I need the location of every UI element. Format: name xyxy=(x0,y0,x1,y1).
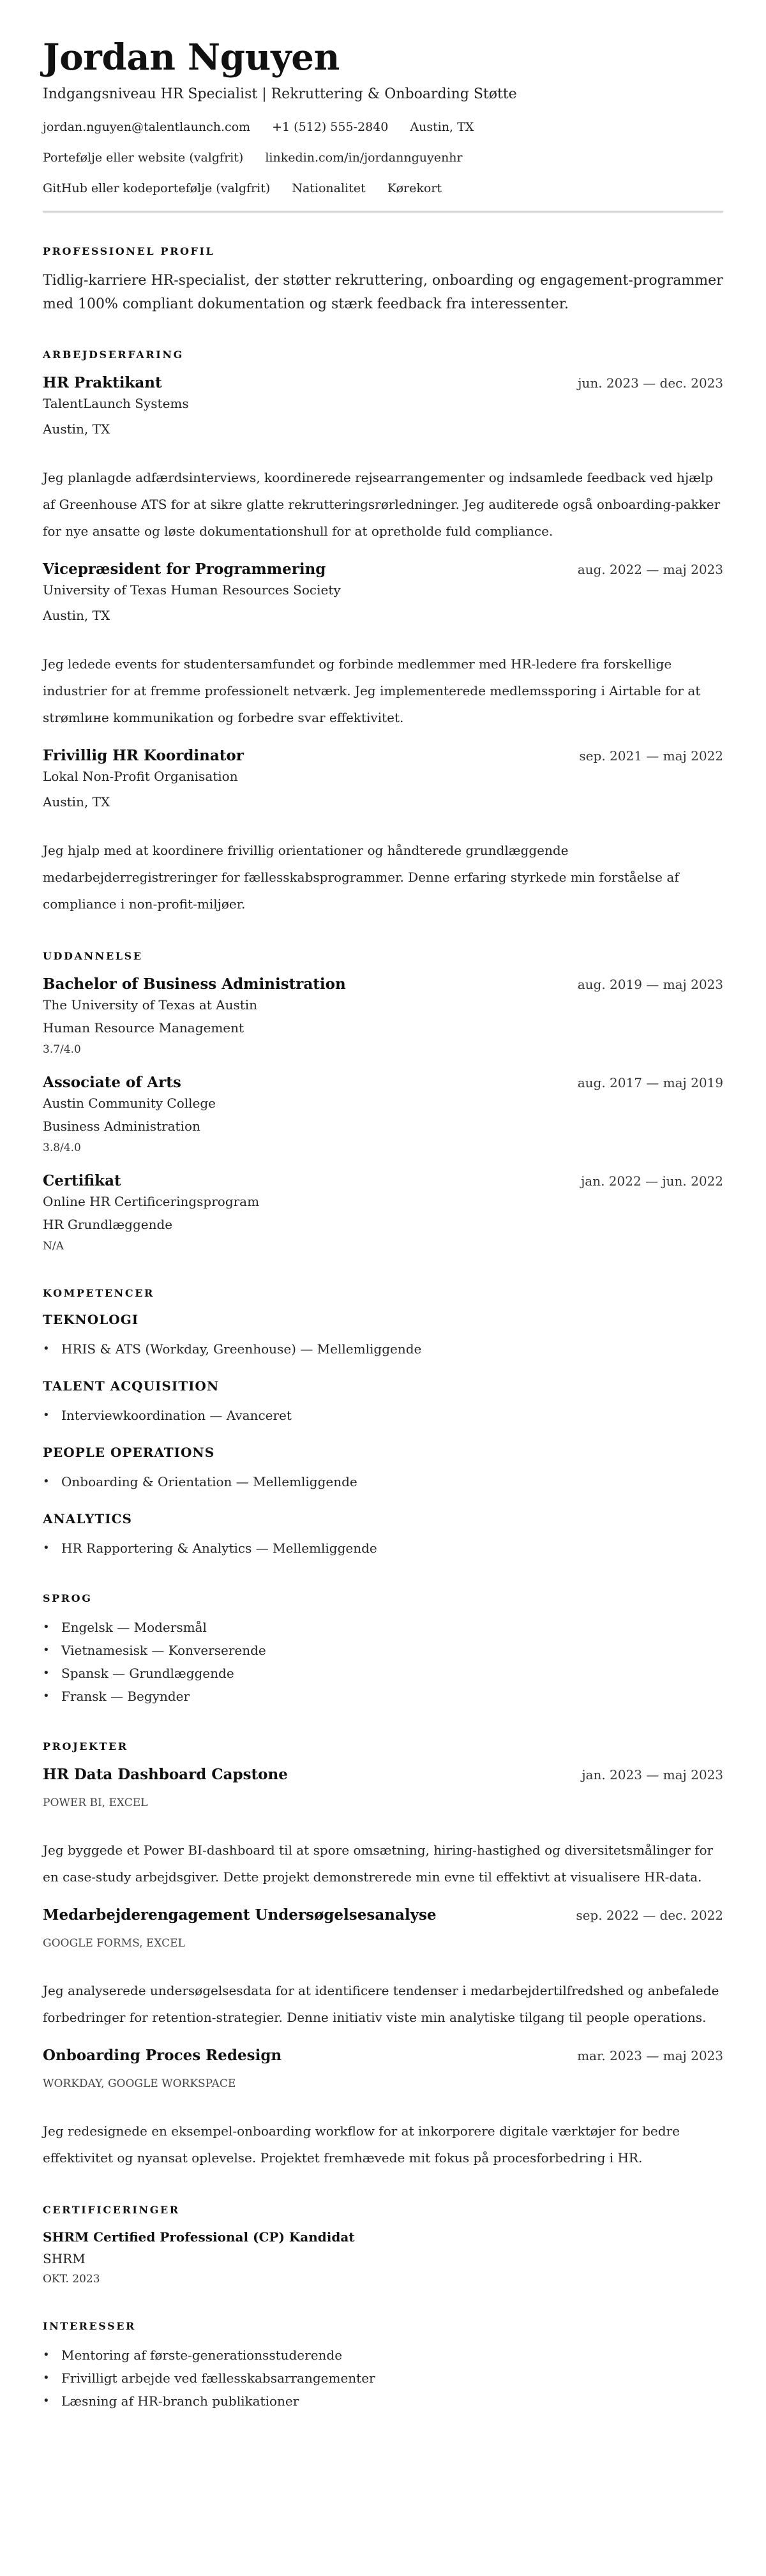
education-dates: jan. 2022 — jun. 2022 xyxy=(581,1173,723,1189)
contact-row xyxy=(43,119,723,135)
language-item: • Engelsk — Modersmål xyxy=(43,1616,723,1639)
contact-portfolio[interactable]: Portefølje eller website (valgfrit) xyxy=(43,151,244,165)
job-dates: aug. 2022 — maj 2023 xyxy=(577,562,723,577)
interest-item: • Frivilligt arbejde ved fællesskabsarrangementer xyxy=(43,2367,723,2390)
gpa: 3.7/4.0 xyxy=(43,1043,81,1056)
section-heading: SPROG xyxy=(43,1592,93,1604)
resume-header xyxy=(43,33,723,213)
project-description: Jeg redesignede en eksempel-onboarding workflow for at inkorporere digitale værktøjer for bedre effektivitet og nyansat oplevelse. Projektet fremhævede mit fokus på procesforbedring i HR. xyxy=(43,2123,680,2165)
degree-title: Certifikat xyxy=(43,1172,121,1189)
skill-list xyxy=(43,1537,723,1560)
job-location: Austin, TX xyxy=(43,421,110,437)
experience-entry xyxy=(43,559,723,731)
interest-list xyxy=(43,2344,723,2413)
section-skills xyxy=(43,1286,723,1560)
language-item: • Fransk — Begynder xyxy=(43,1685,723,1708)
project-description: Jeg byggede et Power BI-dashboard til at spore omsætning, hiring-hastighed og diversitetsmålinger for en case-study arbejdsgiver. Dette projekt demonstrerede min evne til effektivt at visualisere HR-data. xyxy=(43,1842,714,1885)
job-title: Frivillig HR Koordinator xyxy=(43,747,244,764)
project-dates: jan. 2023 — maj 2023 xyxy=(582,1767,723,1782)
job-dates: sep. 2021 — maj 2022 xyxy=(579,748,723,764)
header-divider xyxy=(43,211,723,213)
language-item: • Vietnamesisk — Konverserende xyxy=(43,1639,723,1662)
project-entry xyxy=(43,1764,723,1890)
contact-email[interactable]: jordan.nguyen@talentlaunch.com xyxy=(43,120,251,134)
section-heading: UDDANNELSE xyxy=(43,950,143,962)
field-of-study: HR Grundlæggende xyxy=(43,1217,173,1232)
project-title: HR Data Dashboard Capstone xyxy=(43,1766,288,1783)
project-entry xyxy=(43,2045,723,2171)
experience-entry xyxy=(43,745,723,917)
project-description: Jeg analyserede undersøgelsesdata for at identificere tendenser i medarbejdertilfredshed og anbefalede forbedringer for retention-strategier. Denne initiativ viste min analytiske tilgang til people operations. xyxy=(43,1983,719,2025)
project-tech: GOOGLE FORMS, EXCEL xyxy=(43,1937,185,1950)
contact-linkedin[interactable]: linkedin.com/in/jordannguyenhr xyxy=(265,151,463,165)
job-location: Austin, TX xyxy=(43,794,110,810)
job-title: Vicepræsident for Programmering xyxy=(43,561,326,578)
skill-group-name: TALENT ACQUISITION xyxy=(43,1378,220,1394)
school-name: Online HR Certificeringsprogram xyxy=(43,1194,260,1209)
skill-item: • HRIS & ATS (Workday, Greenhouse) — Mellemliggende xyxy=(43,1337,723,1360)
job-company: University of Texas Human Resources Society xyxy=(43,582,341,598)
skill-list xyxy=(43,1470,723,1493)
degree-title: Associate of Arts xyxy=(43,1074,181,1091)
section-certifications xyxy=(43,2203,723,2287)
job-dates: jun. 2023 — dec. 2023 xyxy=(578,375,723,391)
certification-issuer: SHRM xyxy=(43,2251,86,2266)
section-languages xyxy=(43,1592,723,1708)
education-entry xyxy=(43,974,723,1058)
section-heading: ARBEJDSERFARING xyxy=(43,349,184,361)
experience-entry xyxy=(43,372,723,545)
skill-item: • Onboarding & Orientation — Mellemliggende xyxy=(43,1470,723,1493)
job-description: Jeg ledede events for studentersamfundet og forbinde medlemmer med HR-ledere fra forskellige industrier for at fremme professionelt netværk. Jeg implementerede medlemssporing i Airtable for at strømlине kommunikation og forbedre svar effektivitet. xyxy=(43,656,701,725)
job-company: TalentLaunch Systems xyxy=(43,396,189,411)
job-title: HR Praktikant xyxy=(43,374,162,391)
certification-title: SHRM Certified Professional (CP) Kandidat xyxy=(43,2229,355,2245)
skill-group-name: TEKNOLOGI xyxy=(43,1312,139,1327)
job-description: Jeg planlagde adfærdsinterviews, koordinerede rejsearrangementer og indsamlede feedback ved hjælp af Greenhouse ATS for at sikre glatte rekrutteringsrørledninger. Jeg auditerede også onboarding-pakker for nye ansatte og løste dokumentationshull for at opretholde fuld compliance. xyxy=(43,470,721,539)
education-dates: aug. 2019 — maj 2023 xyxy=(577,977,723,992)
certification-date: OKT. 2023 xyxy=(43,2273,100,2286)
school-name: Austin Community College xyxy=(43,1096,216,1111)
project-title: Onboarding Proces Redesign xyxy=(43,2047,282,2064)
interest-item: • Læsning af HR-branch publikationer xyxy=(43,2390,723,2413)
skill-list xyxy=(43,1337,723,1360)
contact-nationality: Nationalitet xyxy=(292,181,366,195)
job-description: Jeg hjalp med at koordinere frivillig orientationer og håndterede grundlæggende medarbejderregistreringer for fællesskabsprogrammer. Denne erfaring styrkede min forståelse af compliance i non-profit-miljøer. xyxy=(43,843,679,912)
gpa: N/A xyxy=(43,1240,64,1253)
section-heading: KOMPETENCER xyxy=(43,1287,154,1299)
section-interests xyxy=(43,2319,723,2413)
skill-item: • HR Rapportering & Analytics — Mellemliggende xyxy=(43,1537,723,1560)
profile-summary: Tidlig-karriere HR-specialist, der støtter rekruttering, onboarding og engagement-programmer med 100% compliant dokumentation og stærk feedback fra interessenter. xyxy=(43,273,723,312)
job-company: Lokal Non-Profit Organisation xyxy=(43,769,238,784)
contact-row xyxy=(43,149,723,166)
interest-item: • Mentoring af første-generationsstuderende xyxy=(43,2344,723,2367)
education-dates: aug. 2017 — maj 2019 xyxy=(577,1075,723,1090)
contact-phone[interactable]: +1 (512) 555-2840 xyxy=(272,120,389,134)
contact-location: Austin, TX xyxy=(410,120,474,134)
degree-title: Bachelor of Business Administration xyxy=(43,975,346,993)
section-projects xyxy=(43,1740,723,2171)
section-heading: PROFESSIONEL PROFIL xyxy=(43,245,215,257)
section-experience xyxy=(43,348,723,917)
contact-drivers-license: Kørekort xyxy=(387,181,442,195)
project-title: Medarbejderengagement Undersøgelsesanalyse xyxy=(43,1906,437,1924)
skill-group-name: PEOPLE OPERATIONS xyxy=(43,1445,215,1460)
language-list xyxy=(43,1616,723,1708)
field-of-study: Business Administration xyxy=(43,1119,200,1134)
contact-github[interactable]: GitHub eller kodeportefølje (valgfrit) xyxy=(43,181,271,195)
project-dates: mar. 2023 — maj 2023 xyxy=(577,2048,723,2063)
field-of-study: Human Resource Management xyxy=(43,1020,244,1036)
candidate-name: Jordan Nguyen xyxy=(43,36,340,79)
skill-group-name: ANALYTICS xyxy=(43,1511,132,1526)
section-heading: INTERESSER xyxy=(43,2320,136,2332)
language-item: • Spansk — Grundlæggende xyxy=(43,1662,723,1685)
skill-list xyxy=(43,1404,723,1427)
education-entry xyxy=(43,1170,723,1254)
candidate-title: Indgangsniveau HR Specialist | Rekruttering & Onboarding Støtte xyxy=(43,86,517,102)
section-profile xyxy=(43,245,723,316)
skill-item: • Interviewkoordination — Avanceret xyxy=(43,1404,723,1427)
project-dates: sep. 2022 — dec. 2022 xyxy=(576,1908,723,1923)
section-education xyxy=(43,949,723,1254)
project-tech: POWER BI, EXCEL xyxy=(43,1796,148,1809)
project-entry xyxy=(43,1904,723,2031)
job-location: Austin, TX xyxy=(43,608,110,623)
contact-row xyxy=(43,180,723,197)
school-name: The University of Texas at Austin xyxy=(43,997,258,1013)
section-heading: PROJEKTER xyxy=(43,1740,128,1752)
education-entry xyxy=(43,1072,723,1156)
project-tech: WORKDAY, GOOGLE WORKSPACE xyxy=(43,2077,236,2090)
gpa: 3.8/4.0 xyxy=(43,1141,81,1154)
section-heading: CERTIFICERINGER xyxy=(43,2204,180,2216)
certification-entry xyxy=(43,2227,723,2287)
